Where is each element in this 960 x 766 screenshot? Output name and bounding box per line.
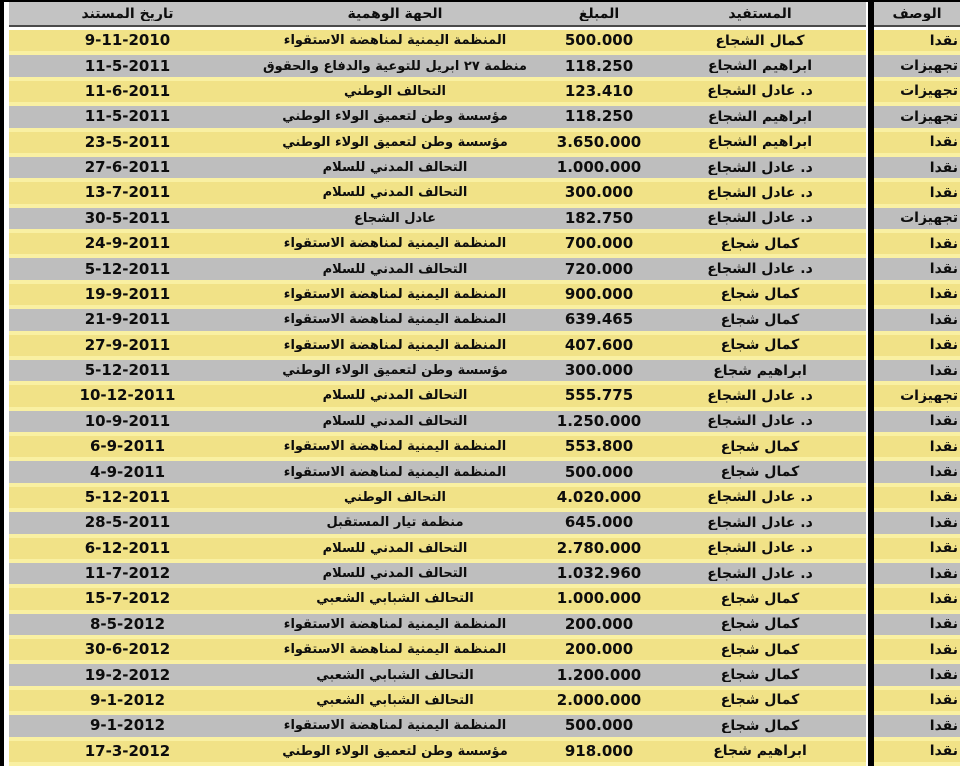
cell-description: نقداً [929,338,958,353]
cell-date: 11-6-2011 [84,83,171,99]
cell-description: نقداً [929,515,958,530]
header-cell-entity: الحهة الوهمية [347,6,443,21]
cell-date: 11-7-2012 [84,566,171,582]
cell-amount: 1.000.000 [556,160,642,176]
cell-description: نقداً [929,135,958,150]
cell-beneficiary: كمال الشجاع [715,33,805,48]
cell-date: 5-12-2011 [84,489,171,505]
cell-amount: 700.000 [564,236,634,252]
cell-entity: التحالف المدني للسلام [322,389,468,403]
cell-amount: 720.000 [564,261,634,277]
cell-beneficiary: ابراهيم شجاع [713,744,807,759]
table-row [9,335,960,360]
cell-beneficiary: د. عادل الشجاع [707,541,813,556]
cell-beneficiary: ابراهيم الشجاع [707,109,813,124]
table-row [9,588,960,613]
cell-amount: 2.000.000 [556,692,642,708]
cell-date: 11-5-2011 [84,109,171,125]
cell-date: 8-5-2012 [89,616,166,632]
cell-beneficiary: كمال شجاع [720,236,800,251]
cell-entity: التحالف الوطني [344,84,446,98]
cell-amount: 118.250 [564,109,634,125]
cell-description: نقداً [929,693,958,708]
cell-amount: 2.780.000 [556,540,642,556]
cell-description: نقداً [929,718,958,733]
cell-beneficiary: د. عادل الشجاع [707,566,813,581]
table-row [9,385,960,410]
cell-date: 27-9-2011 [84,337,171,353]
cell-entity: المنظمة اليمنية لمناهضة الاستقواء [283,440,507,454]
cell-date: 9-1-2012 [89,718,166,734]
cell-entity: مؤسسة وطن لتعميق الولاء الوطني [282,110,508,124]
cell-amount: 300.000 [564,363,634,379]
cell-beneficiary: كمال شجاع [720,718,800,733]
cell-entity: التحالف الشبابي الشعبي [316,668,474,682]
cell-amount: 200.000 [564,616,634,632]
header-cell-beneficiary: المستفيد [728,6,792,21]
cell-date: 23-5-2011 [84,134,171,150]
cell-amount: 645.000 [564,515,634,531]
table-row [9,538,960,563]
table-row [9,436,960,461]
table-row [9,309,960,334]
cell-beneficiary: د. عادل الشجاع [707,211,813,226]
cell-date: 30-6-2012 [84,642,171,658]
cell-description: نقداً [929,490,958,505]
cell-entity: عادل الشجاع [354,211,436,225]
cell-beneficiary: د. عادل الشجاع [707,84,813,99]
cell-amount: 407.600 [564,337,634,353]
cell-date: 13-7-2011 [84,185,171,201]
table-row [9,132,960,157]
cell-date: 6-12-2011 [84,540,171,556]
cell-beneficiary: ابراهيم الشجاع [707,59,813,74]
cell-description: نقداً [929,541,958,556]
cell-beneficiary: د. عادل الشجاع [707,185,813,200]
cell-date: 10-9-2011 [84,413,171,429]
cell-description: نقداً [929,160,958,175]
cell-date: 30-5-2011 [84,210,171,226]
table-row [9,106,960,131]
cell-entity: المنظمة اليمنية لمناهضة الاستقواء [283,465,507,479]
cell-description: تجهيزات [900,109,958,124]
cell-amount: 1.250.000 [556,413,642,429]
cell-beneficiary: كمال شجاع [720,439,800,454]
cell-date: 5-12-2011 [84,261,171,277]
table-body [9,30,960,766]
cell-entity: التحالف المدني للسلام [322,414,468,428]
cell-description: نقداً [929,236,958,251]
cell-beneficiary: كمال شجاع [720,287,800,302]
cell-beneficiary: كمال شجاع [720,617,800,632]
cell-description: نقداً [929,668,958,683]
cell-entity: التحالف الشبابي الشعبي [316,693,474,707]
cell-description: نقداً [929,566,958,581]
cell-beneficiary: كمال شجاع [720,591,800,606]
cell-date: 21-9-2011 [84,312,171,328]
cell-entity: المنظمة اليمنية لمناهضة الاستقواء [283,313,507,327]
cell-date: 19-2-2012 [84,667,171,683]
table-row [9,690,960,715]
cell-entity: المنظمة اليمنية لمناهضة الاستقواء [283,338,507,352]
table-row [9,30,960,55]
cell-description: تجهيزات [900,59,958,74]
cell-date: 5-12-2011 [84,363,171,379]
cell-description: نقداً [929,439,958,454]
table-row [9,614,960,639]
table-row [9,639,960,664]
table-row [9,512,960,537]
cell-date: 27-6-2011 [84,160,171,176]
cell-description: نقداً [929,642,958,657]
header-cell-date: تاريخ المستند [81,6,174,21]
cell-entity: مؤسسة وطن لتعميق الولاء الوطني [282,364,508,378]
cell-entity: التحالف المدني للسلام [322,186,468,200]
cell-beneficiary: د. عادل الشجاع [707,160,813,175]
cell-description: نقداً [929,744,958,759]
cell-description: تجهيزات [900,211,958,226]
cell-description: تجهيزات [900,388,958,403]
cell-amount: 4.020.000 [556,489,642,505]
cell-entity: المنظمة اليمنية لمناهضة الاستقواء [283,719,507,733]
cell-entity: المنظمة اليمنية لمناهضة الاستقواء [283,34,507,48]
table-row [9,233,960,258]
cell-amount: 200.000 [564,642,634,658]
description-column-divider [866,2,874,766]
cell-amount: 1.200.000 [556,667,642,683]
cell-amount: 118.250 [564,58,634,74]
cell-date: 28-5-2011 [84,515,171,531]
cell-beneficiary: د. عادل الشجاع [707,414,813,429]
cell-entity: المنظمة اليمنية لمناهضة الاستقواء [283,237,507,251]
table-row [9,182,960,207]
cell-amount: 500.000 [564,33,634,49]
cell-date: 11-5-2011 [84,58,171,74]
header-cell-amount: المبلغ [578,6,620,21]
cell-description: نقداً [929,33,958,48]
table-row [9,360,960,385]
cell-amount: 1.000.000 [556,591,642,607]
cell-description: نقداً [929,185,958,200]
cell-amount: 639.465 [564,312,634,328]
table-row [9,487,960,512]
table-left-border [0,2,4,766]
cell-entity: المنظمة اليمنية لمناهضة الاستقواء [283,617,507,631]
cell-entity: المنظمة اليمنية لمناهضة الاستقواء [283,643,507,657]
cell-entity: التحالف المدني للسلام [322,567,468,581]
cell-entity: التحالف المدني للسلام [322,541,468,555]
cell-amount: 500.000 [564,718,634,734]
cell-beneficiary: د. عادل الشجاع [707,262,813,277]
cell-beneficiary: د. عادل الشجاع [707,515,813,530]
cell-entity: التحالف الوطني [344,490,446,504]
table-row [9,284,960,309]
cell-entity: مؤسسة وطن لتعميق الولاء الوطني [282,135,508,149]
table-row [9,55,960,80]
cell-description: نقداً [929,465,958,480]
cell-date: 17-3-2012 [84,743,171,759]
cell-beneficiary: كمال شجاع [720,642,800,657]
table-row [9,664,960,689]
cell-date: 15-7-2012 [84,591,171,607]
cell-entity: منظمة تيار المستقبل [326,516,464,530]
cell-beneficiary: ابراهيم شجاع [713,363,807,378]
cell-amount: 900.000 [564,286,634,302]
cell-amount: 123.410 [564,83,634,99]
cell-beneficiary: د. عادل الشجاع [707,388,813,403]
header-cell-description: الوصف [892,6,942,21]
cell-amount: 918.000 [564,743,634,759]
table-row [9,157,960,182]
table-row [9,715,960,740]
cell-date: 9-11-2010 [84,33,171,49]
table-row [9,81,960,106]
cell-entity: المنظمة اليمنية لمناهضة الاستقواء [283,287,507,301]
cell-beneficiary: كمال شجاع [720,465,800,480]
cell-entity: منظمة ٢٧ ابريل للتوعية والدفاع والحقوق [263,59,527,73]
cell-beneficiary: كمال شجاع [720,312,800,327]
cell-date: 10-12-2011 [79,388,176,404]
table-header-row [9,2,960,27]
cell-beneficiary: د. عادل الشجاع [707,490,813,505]
cell-description: نقداً [929,414,958,429]
cell-amount: 3.650.000 [556,134,642,150]
cell-date: 9-1-2012 [89,692,166,708]
cell-date: 19-9-2011 [84,286,171,302]
cell-description: نقداً [929,591,958,606]
table-row [9,461,960,486]
cell-amount: 555.775 [564,388,634,404]
cell-amount: 300.000 [564,185,634,201]
cell-description: نقداً [929,287,958,302]
table-row [9,258,960,283]
cell-amount: 500.000 [564,464,634,480]
cell-amount: 553.800 [564,439,634,455]
cell-date: 24-9-2011 [84,236,171,252]
cell-amount: 182.750 [564,210,634,226]
cell-beneficiary: كمال شجاع [720,338,800,353]
cell-amount: 1.032.960 [556,566,642,582]
cell-beneficiary: كمال شجاع [720,668,800,683]
cell-entity: التحالف المدني للسلام [322,262,468,276]
cell-description: تجهيزات [900,84,958,99]
table-row [9,741,960,766]
cell-entity: التحالف المدني للسلام [322,161,468,175]
cell-description: نقداً [929,312,958,327]
cell-date: 6-9-2011 [89,439,166,455]
cell-beneficiary: كمال شجاع [720,693,800,708]
cell-entity: مؤسسة وطن لتعميق الولاء الوطني [282,744,508,758]
table-row [9,208,960,233]
table-row [9,563,960,588]
table-row [9,411,960,436]
cell-beneficiary: ابراهيم الشجاع [707,135,813,150]
cell-entity: التحالف الشبابي الشعبي [316,592,474,606]
cell-date: 4-9-2011 [89,464,166,480]
cell-description: نقداً [929,262,958,277]
cell-description: نقداً [929,617,958,632]
cell-description: نقداً [929,363,958,378]
